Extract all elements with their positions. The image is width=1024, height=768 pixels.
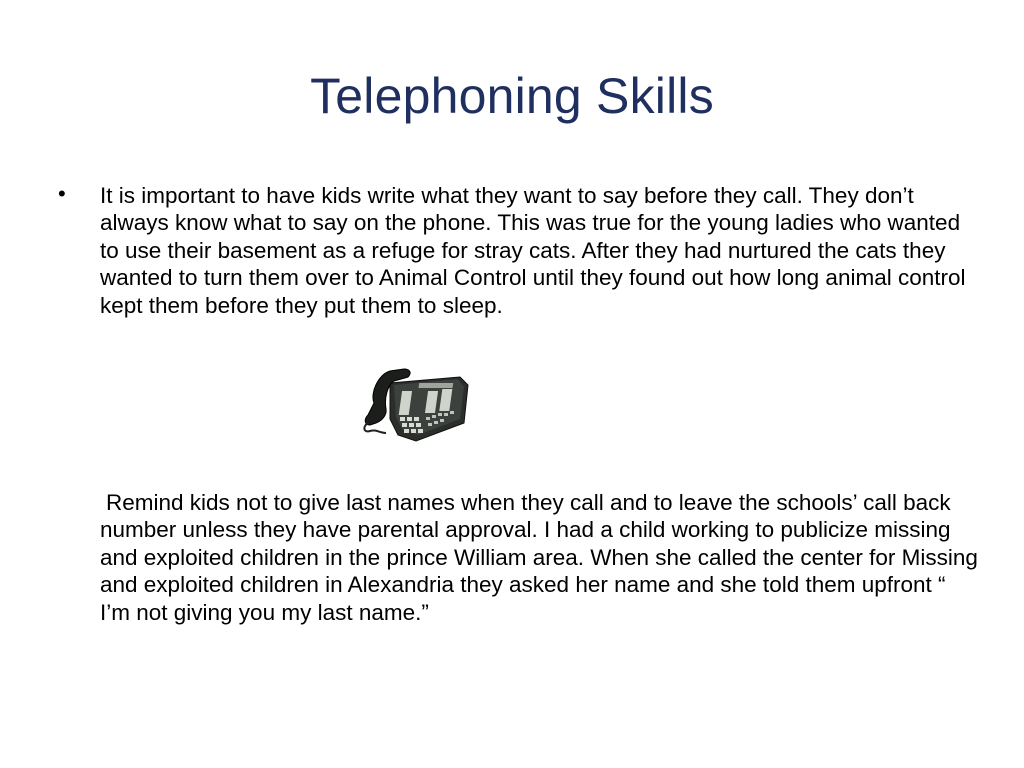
desk-telephone-icon [360, 363, 472, 443]
reminder-paragraph: Remind kids not to give last names when they call and to leave the schools’ call back number unless they have parental approval. I had a child working to publicize missing and exploited children in the prince William area. When she called the center for Missing and exploited children in Alexandria they asked her name and she told them upfront “ I’m not giving you my last name.” [100, 490, 978, 625]
bullet-marker: • [58, 181, 66, 206]
bullet-paragraph: It is important to have kids write what they want to say before they call. They don’t always know what to say on the phone. This was true for the young ladies who wanted to use their basement as a refuge for stray cats. After they had nurtured the cats they wanted to turn them over to Animal Control until they found out how long animal control kept them before they put them to sleep. [100, 183, 966, 318]
slide-title: Telephoning Skills [310, 68, 714, 124]
